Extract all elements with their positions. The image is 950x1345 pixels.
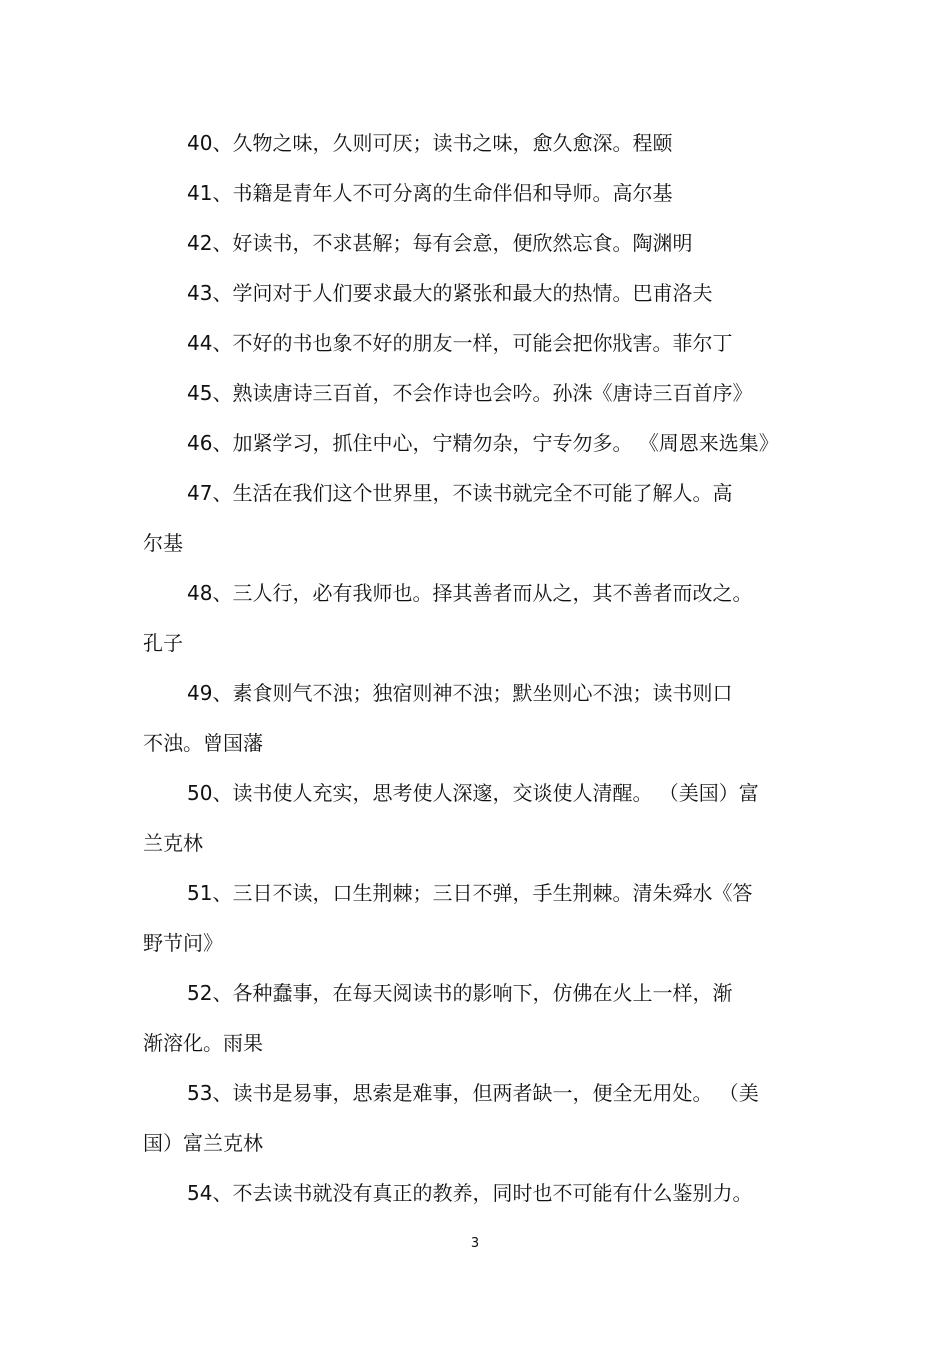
quote-50-continuation: 兰克林	[143, 831, 203, 855]
quote-42: 42、好读书，不求甚解；每有会意，便欣然忘食。陶渊明	[187, 231, 693, 255]
page-number: 3	[470, 1236, 480, 1251]
quote-54: 54、不去读书就没有真正的教养，同时也不可能有什么鉴别力。	[187, 1181, 753, 1205]
quote-list	[143, 118, 808, 1218]
quote-49: 49、素食则气不浊；独宿则神不浊；默坐则心不浊；读书则口	[187, 681, 733, 705]
quote-50: 50、读书使人充实，思考使人深邃，交谈使人清醒。 （美国）富	[187, 781, 759, 805]
quote-51: 51、三日不读，口生荆棘；三日不弹，手生荆棘。清朱舜水《答	[187, 881, 753, 905]
quote-53-continuation: 国）富兰克林	[143, 1131, 263, 1155]
quote-44: 44、不好的书也象不好的朋友一样，可能会把你戕害。菲尔丁	[187, 331, 733, 355]
quote-43: 43、学问对于人们要求最大的紧张和最大的热情。巴甫洛夫	[187, 281, 713, 305]
quote-45: 45、熟读唐诗三百首，不会作诗也会吟。孙洙《唐诗三百首序》	[187, 381, 753, 405]
quote-52-continuation: 渐溶化。雨果	[143, 1031, 263, 1055]
quote-46: 46、加紧学习，抓住中心，宁精勿杂，宁专勿多。 《周恩来选集》	[187, 431, 779, 455]
quote-41: 41、书籍是青年人不可分离的生命伴侣和导师。高尔基	[187, 181, 673, 205]
quote-48-continuation: 孔子	[143, 631, 183, 655]
quote-47: 47、生活在我们这个世界里，不读书就完全不可能了解人。高	[187, 481, 733, 505]
quote-51-continuation: 野节问》	[143, 931, 223, 955]
quote-48: 48、三人行，必有我师也。择其善者而从之，其不善者而改之。	[187, 581, 753, 605]
quote-53: 53、读书是易事，思索是难事，但两者缺一，便全无用处。 （美	[187, 1081, 759, 1105]
quote-49-continuation: 不浊。曾国藩	[143, 731, 263, 755]
quote-40: 40、久物之味，久则可厌；读书之味，愈久愈深。程颐	[187, 131, 673, 155]
quote-47-continuation: 尔基	[143, 531, 183, 555]
quote-52: 52、各种蠢事，在每天阅读书的影响下，仿佛在火上一样，渐	[187, 981, 733, 1005]
